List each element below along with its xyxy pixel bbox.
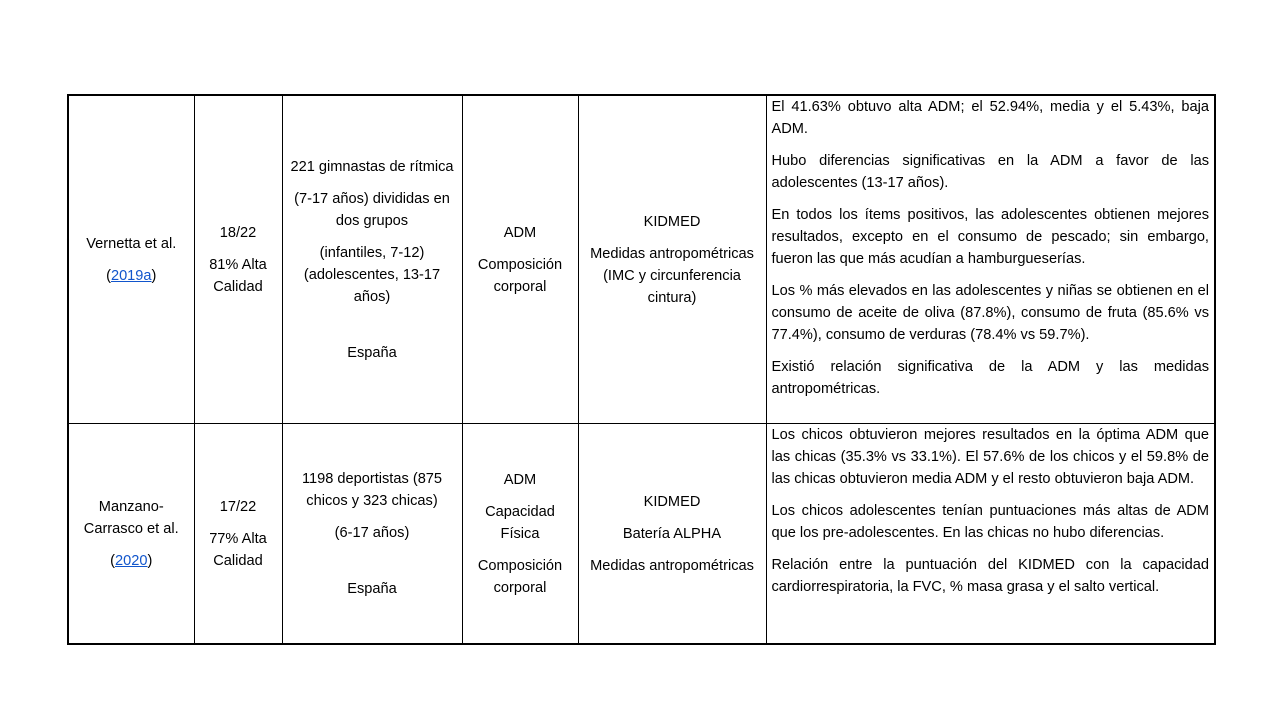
study-cell	[68, 95, 194, 424]
result-paragraph: En todos los ítems positivos, las adolescentes obtienen mejores resultados, excepto en el consumo de pescado; sin embargo, fueron las que más acudían a hamburgueserías.	[771, 207, 1209, 267]
variables-cell	[462, 424, 578, 645]
sample-country: España	[347, 344, 397, 361]
table-row	[68, 424, 1215, 645]
study-year: (2020)	[110, 552, 153, 569]
instruments-cell	[578, 95, 766, 424]
sample-line: (7-17 años) divididas en dos grupos	[294, 190, 450, 229]
year-citation-link[interactable]: 2019a	[110, 267, 152, 284]
quality-cell	[194, 95, 282, 424]
sample-line: 221 gimnastas de rítmica	[290, 158, 454, 175]
result-paragraph: Los % más elevados en las adolescentes y niñas se obtienen en el consumo de aceite de oliva (87.8%), consumo de fruta (85.6% vs 77.4%), consumo de verduras (78.4% vs 59.7%).	[771, 283, 1209, 343]
variable-item: Composición corporal	[477, 557, 563, 596]
result-paragraph: Hubo diferencias significativas en la ADM a favor de las adolescentes (13-17 años).	[771, 153, 1209, 191]
study-author: Vernetta et al.	[86, 235, 177, 252]
sample-cell	[282, 424, 462, 645]
sample-cell	[282, 95, 462, 424]
variable-item: Capacidad Física	[485, 503, 555, 542]
sample-line: 1198 deportistas (875 chicos y 323 chicas)	[301, 470, 443, 509]
instrument-item: Medidas antropométricas (IMC y circunferencia cintura)	[590, 245, 754, 306]
instruments-cell	[578, 424, 766, 645]
sample-line: (infantiles, 7-12) (adolescentes, 13-17 años)	[303, 244, 441, 305]
results-cell	[766, 424, 1215, 645]
study-cell	[68, 424, 194, 645]
instrument-item: KIDMED	[643, 493, 701, 510]
variables-cell	[462, 95, 578, 424]
results-cell	[766, 95, 1215, 424]
quality-rating: 77% Alta Calidad	[209, 530, 267, 569]
result-paragraph: Existió relación significativa de la ADM y las medidas antropométricas.	[771, 359, 1209, 397]
result-paragraph: El 41.63% obtuvo alta ADM; el 52.94%, media y el 5.43%, baja ADM.	[771, 99, 1209, 137]
instrument-item: Medidas antropométricas	[590, 557, 754, 574]
instrument-item: Batería ALPHA	[622, 525, 722, 542]
quality-cell	[194, 424, 282, 645]
sample-line: (6-17 años)	[334, 524, 410, 541]
quality-score: 18/22	[219, 224, 257, 241]
studies-table	[67, 94, 1216, 645]
quality-rating: 81% Alta Calidad	[209, 256, 267, 295]
year-citation-link[interactable]: 2020	[115, 552, 148, 569]
study-year: (2019a)	[106, 267, 157, 284]
result-paragraph: Relación entre la puntuación del KIDMED con la capacidad cardiorrespiratoria, la FVC, % masa grasa y el salto vertical.	[771, 557, 1209, 595]
instrument-item: KIDMED	[643, 213, 701, 230]
variable-item: ADM	[503, 471, 537, 488]
quality-score: 17/22	[219, 498, 257, 515]
table-row	[68, 95, 1215, 424]
result-paragraph: Los chicos obtuvieron mejores resultados en la óptima ADM que las chicas (35.3% vs 33.1%). El 57.6% de los chicos y el 59.8% de las chicas obtuvieron media ADM y el resto obtuvieron baja ADM.	[771, 427, 1209, 487]
study-author: Manzano-Carrasco et al.	[83, 498, 179, 537]
variable-item: ADM	[503, 224, 537, 241]
sample-country: España	[347, 580, 397, 597]
variable-item: Composición corporal	[477, 256, 563, 295]
result-paragraph: Los chicos adolescentes tenían puntuaciones más altas de ADM que los pre-adolescentes. En las chicas no hubo diferencias.	[771, 503, 1209, 541]
